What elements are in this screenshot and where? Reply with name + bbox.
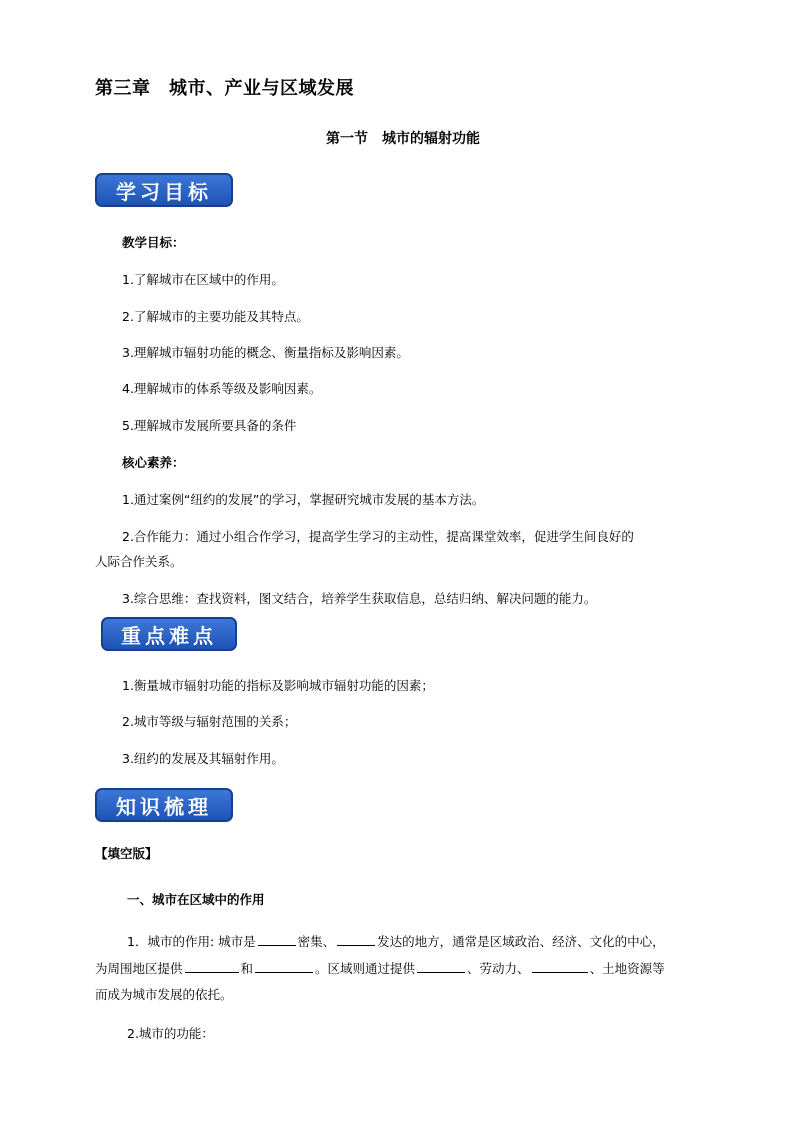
core-literacy-item: 2.合作能力：通过小组合作学习，提高学生学习的主动性，提高课堂效率，促进学生间良好的 [122, 529, 634, 544]
fill-paragraph-line-3: 而成为城市发展的依托。 [95, 987, 233, 1002]
key-point-item: 2.城市等级与辐射范围的关系； [122, 714, 297, 729]
blank[interactable] [337, 932, 375, 946]
chapter-title: 第三章 城市、产业与区域发展 [95, 78, 354, 99]
fill-text: 、劳动力、 [467, 961, 530, 976]
core-literacy-item: 3.综合思维：查找资料，图文结合，培养学生获取信息，总结归纳、解决问题的能力。 [122, 591, 597, 606]
fill-text: 密集、 [297, 934, 336, 949]
blank[interactable] [258, 932, 296, 946]
core-literacy-heading: 核心素养： [122, 455, 185, 470]
fill-text: 1．城市的作用: 城市是 [127, 934, 256, 949]
banner-knowledge-review: 知识梳理 [95, 788, 233, 822]
part1-heading: 一、城市在区域中的作用 [127, 892, 265, 907]
function-heading: 2.城市的功能： [127, 1026, 214, 1041]
section-title: 第一节 城市的辐射功能 [326, 131, 480, 147]
teaching-goal-item: 3.理解城市辐射功能的概念、衡量指标及影响因素。 [122, 345, 409, 360]
fill-text: 。区域则通过提供 [315, 961, 416, 976]
blank[interactable] [255, 959, 313, 973]
teaching-goal-item: 4.理解城市的体系等级及影响因素。 [122, 381, 322, 396]
fill-paragraph-line-2 [95, 959, 665, 977]
banner-learning-goals: 学习目标 [95, 173, 233, 207]
fill-text: 和 [240, 961, 254, 976]
fill-text: 、土地资源等 [589, 961, 665, 976]
key-point-item: 3.纽约的发展及其辐射作用。 [122, 751, 284, 766]
fill-text: 为周围地区提供 [95, 961, 183, 976]
fill-paragraph-line-1 [127, 932, 665, 950]
teaching-goals-heading: 教学目标： [122, 235, 185, 250]
teaching-goal-item: 1.了解城市在区域中的作用。 [122, 272, 284, 287]
fill-text: 发达的地方，通常是区域政治、经济、文化的中心， [377, 934, 665, 949]
blank[interactable] [532, 959, 588, 973]
banner-key-points: 重点难点 [101, 617, 237, 651]
blank[interactable] [185, 959, 239, 973]
key-point-item: 1.衡量城市辐射功能的指标及影响城市辐射功能的因素； [122, 678, 434, 693]
teaching-goal-item: 5.理解城市发展所要具备的条件 [122, 418, 297, 433]
teaching-goal-item: 2.了解城市的主要功能及其特点。 [122, 309, 309, 324]
fill-version-label: 【填空版】 [95, 846, 158, 861]
blank[interactable] [417, 959, 465, 973]
core-literacy-item: 1.通过案例“纽约的发展”的学习，掌握研究城市发展的基本方法。 [122, 492, 485, 507]
core-literacy-item: 人际合作关系。 [95, 554, 183, 569]
